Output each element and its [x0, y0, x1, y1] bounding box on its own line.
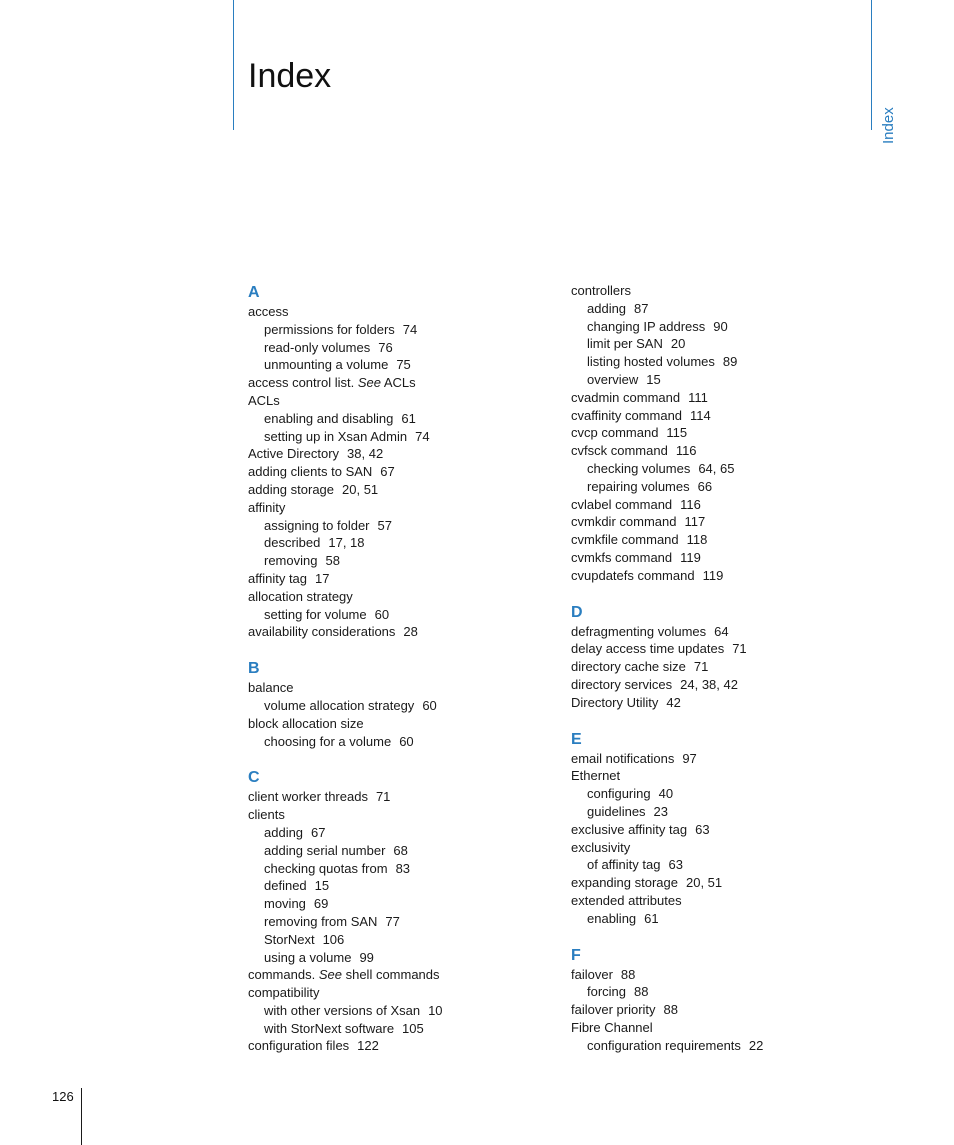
entry-pages: 15: [646, 371, 661, 387]
entry-pages: 76: [378, 339, 393, 355]
entry-pages: 88: [620, 966, 636, 982]
entry-term: cvmkfile command: [571, 532, 679, 548]
entry-pages: 97: [682, 750, 697, 766]
index-entry: [571, 658, 871, 676]
index-subentry: [248, 517, 548, 535]
entry-pages: 118: [686, 532, 708, 548]
see-reference: See: [357, 375, 381, 391]
index-subentry: [248, 697, 548, 715]
section-letter: B: [248, 660, 260, 678]
index-entry: [248, 481, 548, 499]
index-entry: [571, 767, 871, 785]
index-entry: [248, 623, 548, 641]
entry-term: changing IP address: [587, 318, 706, 334]
entry-term: cvcp command: [571, 425, 659, 441]
entry-term: balance: [248, 680, 294, 696]
entry-term: guidelines: [587, 803, 646, 819]
entry-pages: 15: [314, 878, 330, 894]
index-subentry: [248, 1020, 548, 1038]
entry-term: setting for volume: [264, 606, 367, 622]
entry-term: defined: [264, 878, 307, 894]
entry-term: of affinity tag: [587, 857, 661, 873]
section-letter: E: [571, 730, 582, 748]
entry-term: cvupdatefs command: [571, 567, 695, 583]
entry-pages: 74: [402, 321, 418, 337]
entry-pages: 111: [688, 389, 708, 405]
index-entry: [248, 570, 548, 588]
index-subentry: [248, 949, 548, 967]
entry-term: email notifications: [571, 750, 675, 766]
index-subentry: [571, 353, 871, 371]
entry-term: assigning to folder: [264, 517, 370, 533]
see-reference: See: [318, 967, 342, 983]
entry-pages: 71: [693, 659, 709, 675]
section-letter: C: [248, 769, 260, 787]
entry-pages: 40: [658, 786, 674, 802]
entry-pages: 117: [684, 514, 706, 530]
index-subentry: [571, 478, 871, 496]
entry-pages: 64, 65: [698, 460, 735, 476]
index-subentry: [571, 318, 871, 336]
index-entry: [571, 892, 871, 910]
entry-term: adding: [587, 300, 627, 316]
entry-pages: 83: [395, 860, 411, 876]
index-entry: [571, 407, 871, 425]
entry-term: directory services: [571, 676, 673, 692]
index-entry: [571, 623, 871, 641]
entry-pages: 60: [399, 733, 414, 749]
entry-pages: 23: [653, 803, 669, 819]
entry-pages: 63: [668, 857, 683, 873]
entry-term: checking volumes: [587, 460, 691, 476]
index-subentry: [248, 321, 548, 339]
index-column-right: [571, 282, 871, 1072]
entry-pages: 99: [359, 949, 374, 965]
see-target: ACLs: [383, 375, 416, 391]
entry-pages: 61: [401, 410, 416, 426]
entry-pages: 116: [680, 496, 701, 512]
header-rule-right: [871, 0, 872, 130]
entry-term: adding storage: [248, 481, 335, 497]
index-section-f: [571, 946, 871, 1055]
entry-pages: 42: [666, 694, 681, 710]
index-subentry: [248, 824, 548, 842]
entry-pages: 115: [666, 425, 688, 441]
header-rule-left: [233, 0, 234, 130]
entry-term: block allocation size: [248, 715, 364, 731]
entry-term: unmounting a volume: [264, 357, 389, 373]
entry-term: ACLs: [248, 392, 280, 408]
index-entry: [248, 463, 548, 481]
section-letter: F: [571, 946, 581, 964]
index-entry: [248, 679, 548, 697]
entry-pages: 88: [663, 1002, 678, 1018]
entry-pages: 66: [697, 478, 713, 494]
entry-pages: 17, 18: [328, 535, 365, 551]
entry-pages: 68: [393, 842, 408, 858]
index-column-left: [248, 283, 548, 1073]
index-entry: [248, 588, 548, 606]
index-entry: [571, 424, 871, 442]
entry-pages: 114: [690, 407, 711, 423]
entry-term: removing from SAN: [264, 913, 378, 929]
index-entry: [571, 750, 871, 768]
entry-term: Ethernet: [571, 768, 621, 784]
index-subentry: [571, 335, 871, 353]
entry-pages: 20, 51: [685, 875, 723, 891]
index-subentry: [248, 733, 548, 751]
entry-pages: 60: [422, 697, 437, 713]
entry-term: cvfsck command: [571, 443, 668, 459]
index-subentry: [248, 356, 548, 374]
entry-pages: 60: [374, 606, 390, 622]
entry-pages: 10: [428, 1002, 443, 1018]
index-subentry: [248, 1002, 548, 1020]
entry-term: cvadmin command: [571, 389, 681, 405]
entry-term: limit per SAN: [587, 336, 663, 352]
entry-term: listing hosted volumes: [587, 354, 715, 370]
entry-term: configuration files: [248, 1038, 350, 1054]
entry-pages: 61: [644, 910, 659, 926]
index-subentry: [571, 856, 871, 874]
index-entry: [248, 374, 548, 392]
entry-pages: 116: [675, 443, 697, 459]
entry-term: directory cache size: [571, 659, 686, 675]
entry-pages: 67: [311, 824, 326, 840]
index-section-d: [571, 603, 871, 712]
index-entry: [571, 496, 871, 514]
entry-pages: 28: [403, 624, 418, 640]
entry-term: exclusivity: [571, 839, 631, 855]
index-entry: [248, 966, 548, 984]
entry-term: choosing for a volume: [264, 733, 392, 749]
index-subentry: [248, 860, 548, 878]
index-entry: [571, 821, 871, 839]
index-entry: [248, 715, 548, 733]
entry-term: overview: [587, 371, 639, 387]
index-entry: [248, 806, 548, 824]
index-section-b: [248, 659, 548, 750]
entry-pages: 71: [375, 789, 391, 805]
entry-pages: 74: [415, 428, 430, 444]
index-entry: [248, 303, 548, 321]
index-subentry: [248, 895, 548, 913]
entry-term: cvlabel command: [571, 496, 673, 512]
entry-term: controllers: [571, 283, 631, 298]
entry-term: using a volume: [264, 949, 352, 965]
index-subentry: [248, 552, 548, 570]
index-entry: [571, 282, 871, 300]
entry-pages: 64: [714, 623, 729, 639]
index-section-a: [248, 283, 548, 641]
index-entry: [571, 640, 871, 658]
index-entry: [571, 549, 871, 567]
entry-term: read-only volumes: [264, 339, 371, 355]
entry-pages: 71: [732, 641, 747, 657]
entry-pages: 20: [670, 336, 686, 352]
entry-term: failover priority: [571, 1002, 656, 1018]
index-subentry: [571, 1037, 871, 1055]
entry-term: volume allocation strategy: [264, 697, 415, 713]
entry-pages: 38, 42: [347, 446, 384, 462]
index-subentry: [571, 300, 871, 318]
index-entry: [571, 694, 871, 712]
entry-term: allocation strategy: [248, 588, 353, 604]
index-subentry: [248, 410, 548, 428]
index-subentry: [571, 460, 871, 478]
entry-pages: 119: [680, 549, 701, 565]
entry-pages: 24, 38, 42: [680, 676, 738, 692]
entry-term: affinity tag: [248, 570, 308, 586]
entry-term: with StorNext software: [264, 1020, 395, 1036]
page-number: 126: [52, 1089, 74, 1104]
entry-pages: 89: [722, 354, 738, 370]
entry-term: Fibre Channel: [571, 1019, 653, 1035]
index-subentry: [248, 428, 548, 446]
index-entry: [248, 1037, 548, 1055]
entry-term: adding clients to SAN: [248, 464, 373, 480]
entry-pages: 58: [325, 553, 340, 569]
page-title: Index: [248, 57, 332, 95]
index-entry: [248, 788, 548, 806]
index-entry: [571, 676, 871, 694]
index-entry: [571, 567, 871, 585]
entry-term: permissions for folders: [264, 321, 395, 337]
index-subentry: [248, 913, 548, 931]
entry-term: checking quotas from: [264, 860, 388, 876]
entry-term: enabling: [587, 910, 637, 926]
section-letter: A: [248, 284, 260, 301]
entry-term: access control list.: [248, 375, 355, 391]
entry-term: failover: [571, 966, 613, 982]
index-subentry: [571, 983, 871, 1001]
entry-term: cvmkfs command: [571, 549, 673, 565]
index-subentry: [248, 534, 548, 552]
entry-term: affinity: [248, 499, 286, 515]
entry-pages: 17: [315, 570, 330, 586]
index-entry: [571, 513, 871, 531]
entry-term: Active Directory: [248, 446, 340, 462]
entry-term: repairing volumes: [587, 478, 690, 494]
entry-term: access: [248, 304, 289, 319]
entry-pages: 22: [748, 1037, 764, 1053]
entry-term: exclusive affinity tag: [571, 821, 688, 837]
entry-term: enabling and disabling: [264, 410, 394, 426]
index-entry: [248, 392, 548, 410]
index-entry: [571, 531, 871, 549]
entry-term: extended attributes: [571, 892, 682, 908]
entry-term: commands.: [248, 967, 316, 983]
entry-pages: 87: [634, 300, 649, 316]
entry-term: expanding storage: [571, 875, 678, 891]
entry-term: availability considerations: [248, 624, 396, 640]
entry-term: forcing: [587, 984, 627, 1000]
entry-term: moving: [264, 896, 306, 912]
see-target: shell commands: [345, 967, 440, 983]
index-section-c: [248, 768, 548, 1055]
footer-rule: [81, 1088, 82, 1145]
index-entry: [571, 1019, 871, 1037]
index-subentry: [248, 931, 548, 949]
entry-term: client worker threads: [248, 789, 368, 805]
entry-term: cvaffinity command: [571, 407, 683, 423]
index-entry: [248, 984, 548, 1002]
entry-pages: 119: [702, 567, 724, 583]
entry-term: configuration requirements: [587, 1037, 741, 1053]
entry-term: removing: [264, 553, 318, 569]
index-subentry: [571, 910, 871, 928]
index-subentry: [248, 339, 548, 357]
entry-pages: 122: [357, 1038, 379, 1054]
index-entry: [571, 1001, 871, 1019]
section-letter: D: [571, 603, 583, 621]
entry-term: described: [264, 535, 321, 551]
entry-pages: 75: [396, 357, 411, 373]
index-entry: [248, 499, 548, 517]
index-section-e: [571, 730, 871, 928]
entry-pages: 106: [322, 931, 345, 947]
entry-term: cvmkdir command: [571, 514, 677, 530]
entry-term: delay access time updates: [571, 641, 725, 657]
index-subentry: [571, 785, 871, 803]
index-subentry: [571, 803, 871, 821]
index-subentry: [248, 877, 548, 895]
entry-pages: 77: [385, 913, 400, 929]
entry-pages: 69: [313, 896, 329, 912]
entry-term: Directory Utility: [571, 694, 659, 710]
entry-pages: 105: [402, 1020, 424, 1036]
index-entry: [571, 874, 871, 892]
entry-term: with other versions of Xsan: [264, 1002, 421, 1018]
index-entry: [571, 442, 871, 460]
index-section-c-continued: [571, 282, 871, 585]
entry-term: compatibility: [248, 985, 320, 1001]
entry-term: adding serial number: [264, 842, 386, 858]
index-entry: [571, 966, 871, 984]
entry-term: StorNext: [264, 931, 315, 947]
index-subentry: [571, 371, 871, 389]
entry-pages: 20, 51: [342, 481, 379, 497]
entry-pages: 57: [377, 517, 392, 533]
entry-term: configuring: [587, 786, 651, 802]
index-subentry: [248, 606, 548, 624]
index-entry: [248, 445, 548, 463]
index-entry: [571, 389, 871, 407]
entry-pages: 63: [695, 821, 710, 837]
entry-term: setting up in Xsan Admin: [264, 428, 408, 444]
entry-term: clients: [248, 807, 285, 823]
index-entry: [571, 839, 871, 857]
entry-term: defragmenting volumes: [571, 623, 707, 639]
side-tab-label: Index: [880, 107, 897, 144]
index-subentry: [248, 842, 548, 860]
entry-term: adding: [264, 824, 304, 840]
entry-pages: 88: [634, 984, 649, 1000]
entry-pages: 90: [713, 318, 728, 334]
entry-pages: 67: [380, 464, 395, 480]
